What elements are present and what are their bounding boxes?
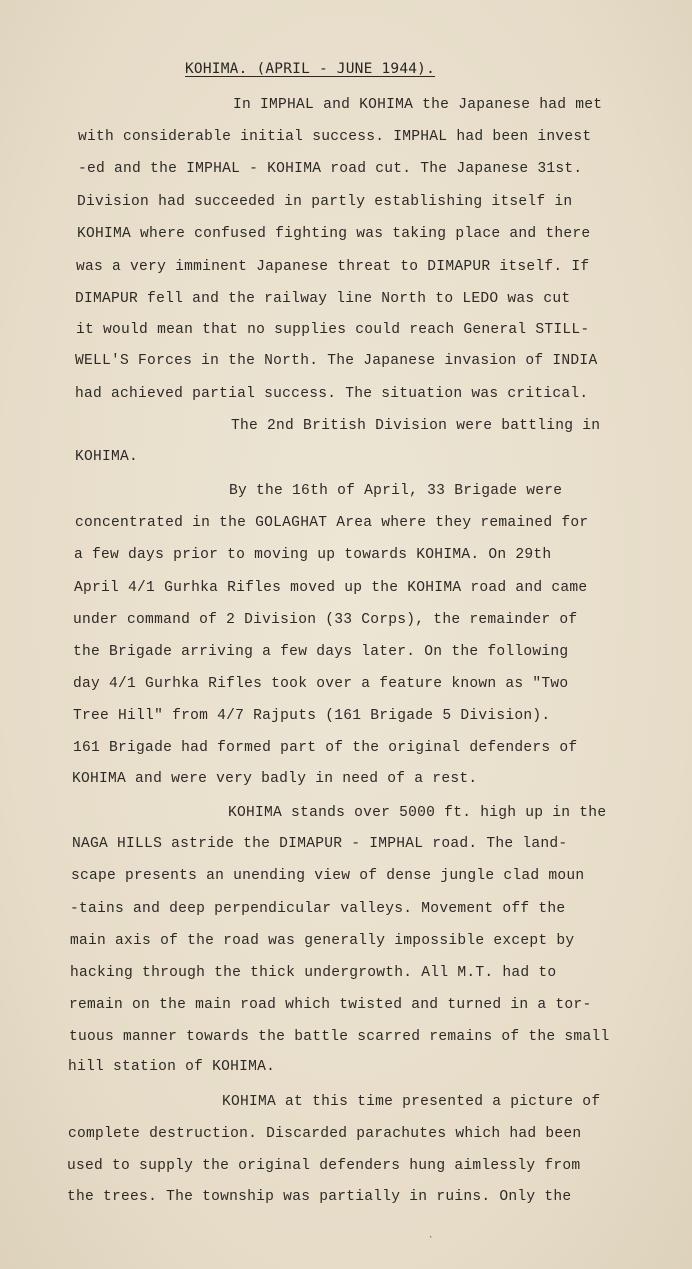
- text-line: had achieved partial success. The situation was critical.: [75, 386, 589, 402]
- text-line: complete destruction. Discarded parachutes which had been: [68, 1126, 582, 1142]
- text-line: the Brigade arriving a few days later. On the following: [73, 644, 569, 660]
- text-line: Division had succeeded in partly establishing itself in: [77, 194, 573, 210]
- text-line: Tree Hill" from 4/7 Rajputs (161 Brigade 5 Division).: [73, 708, 551, 724]
- text-line: April 4/1 Gurhka Rifles moved up the KOHIMA road and came: [74, 580, 588, 596]
- text-line: The 2nd British Division were battling in: [231, 418, 601, 434]
- text-line: with considerable initial success. IMPHAL had been invest: [78, 129, 592, 145]
- text-line: KOHIMA where confused fighting was taking place and there: [77, 226, 591, 242]
- text-line: main axis of the road was generally impossible except by: [70, 933, 575, 949]
- text-line: WELL'S Forces in the North. The Japanese invasion of INDIA: [75, 353, 598, 369]
- text-line: KOHIMA.: [75, 449, 139, 465]
- text-line: used to supply the original defenders hung aimlessly from: [67, 1158, 581, 1174]
- text-line: -tains and deep perpendicular valleys. Movement off the: [70, 901, 566, 917]
- text-line: a few days prior to moving up towards KOHIMA. On 29th: [74, 547, 552, 563]
- text-line: scape presents an unending view of dense jungle clad moun: [71, 868, 585, 884]
- text-line: under command of 2 Division (33 Corps), the remainder of: [73, 612, 578, 628]
- document-title: KOHIMA. (APRIL - JUNE 1944).: [185, 61, 436, 77]
- text-line: it would mean that no supplies could reach General STILL-: [76, 322, 590, 338]
- text-line: 161 Brigade had formed part of the original defenders of: [73, 740, 578, 756]
- text-line: By the 16th of April, 33 Brigade were: [229, 483, 563, 499]
- text-line: the trees. The township was partially in ruins. Only the: [67, 1189, 572, 1205]
- text-line: NAGA HILLS astride the DIMAPUR - IMPHAL road. The land-: [72, 836, 568, 852]
- text-line: hacking through the thick undergrowth. All M.T. had to: [70, 965, 557, 981]
- text-line: tuous manner towards the battle scarred remains of the small: [69, 1029, 610, 1045]
- text-line: concentrated in the GOLAGHAT Area where they remained for: [75, 515, 589, 531]
- text-line: -ed and the IMPHAL - KOHIMA road cut. The Japanese 31st.: [78, 161, 583, 177]
- text-line: DIMAPUR fell and the railway line North to LEDO was cut: [75, 291, 571, 307]
- text-line: KOHIMA stands over 5000 ft. high up in the: [228, 805, 607, 821]
- paper-speck: ·: [428, 1233, 434, 1243]
- text-line: was a very imminent Japanese threat to DIMAPUR itself. If: [76, 259, 590, 275]
- text-line: KOHIMA and were very badly in need of a rest.: [72, 771, 478, 787]
- text-line: remain on the main road which twisted and turned in a tor-: [69, 997, 592, 1013]
- text-line: hill station of KOHIMA.: [68, 1059, 276, 1075]
- text-line: KOHIMA at this time presented a picture of: [222, 1094, 601, 1110]
- text-line: In IMPHAL and KOHIMA the Japanese had met: [233, 97, 603, 113]
- text-line: day 4/1 Gurhka Rifles took over a feature known as "Two: [73, 676, 569, 692]
